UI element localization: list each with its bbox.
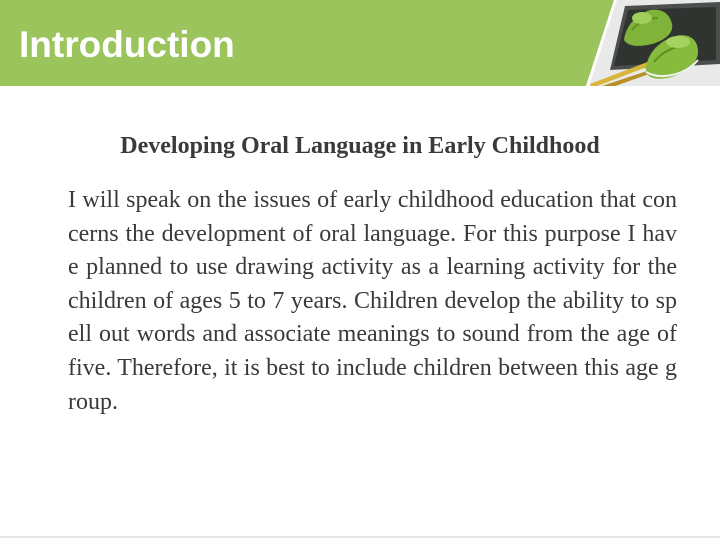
slide-header-bar <box>0 0 720 86</box>
slide-body-text: I will speak on the issues of early childhood education that concerns the development of oral language. For this purpose I have planned to use drawing activity as a learning activity for the children of ages 5 to 7 years. Children develop the ability to spell out words and associate meanings to sound from the age of five. Therefore, it is best to include children between this age group. <box>68 187 677 415</box>
slide-title: Introduction <box>19 24 235 65</box>
header-photo <box>580 0 720 86</box>
slide-subtitle: Developing Oral Language in Early Childhood <box>120 133 600 159</box>
footer-divider <box>0 536 720 538</box>
